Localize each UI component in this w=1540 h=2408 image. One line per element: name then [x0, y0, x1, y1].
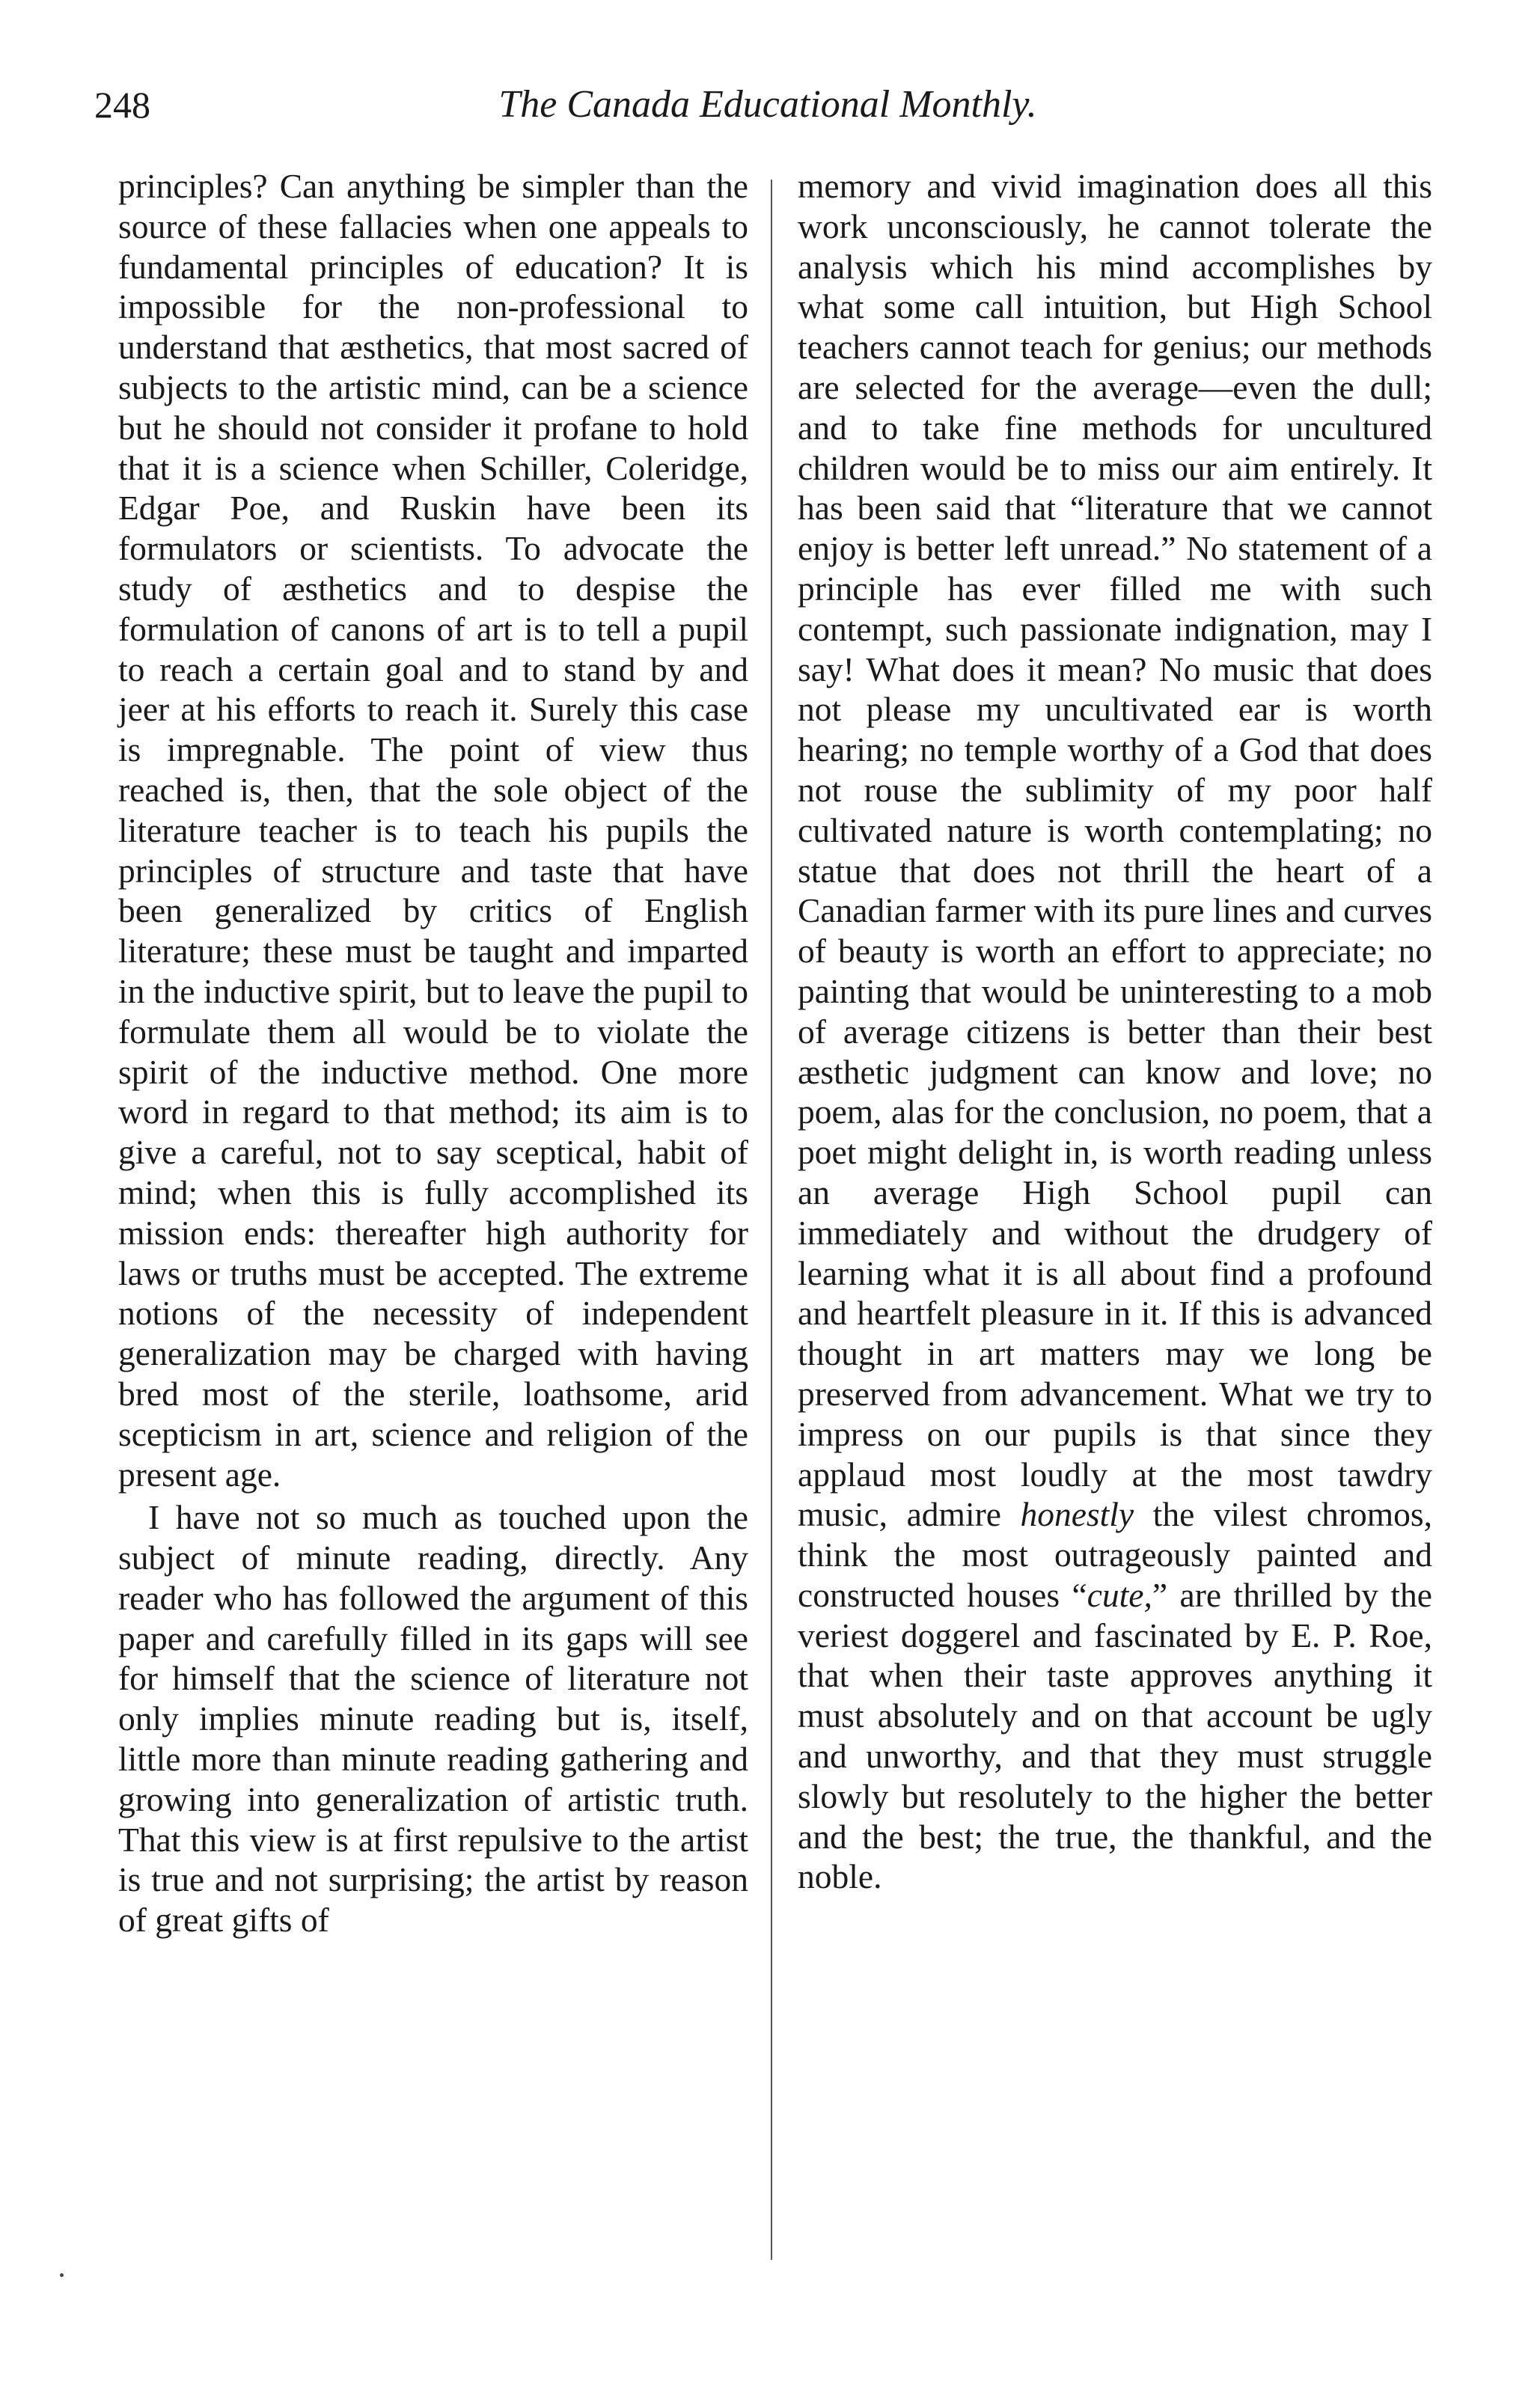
page-header	[94, 75, 1441, 135]
right-paragraph-1-part-a: memory and vivid imagination does all this work unconsciously, he cannot tolerate the analysis which his mind accomplishes by what some call intuition, but High School teachers cannot teach for genius; our methods are selected for the average—even the dull; and to take fine methods for uncultured children would be to miss our aim entirely. It has been said that “literature that we cannot enjoy is better left unread.” No statement of a principle has ever filled me with such contempt, such passionate indignation, may I say! What does it mean? No music that does not please my uncultivated ear is worth hearing; no temple worthy of a God that does not rouse the sublimity of my poor half cultivated nature is worth contemplating; no statue that does not thrill the heart of a Canadian farmer with its pure lines and curves of beauty is worth an effort to appreciate; no painting that would be uninteresting to a mob of average citizens is better than their best æsthetic judgment can know and love; no poem, alas for the conclusion, no poem, that a poet might delight in, is worth reading unless an average High School pupil can immediately and without the drudgery of learning what it is all about find a profound and heartfelt pleasure in it. If this is advanced thought in art matters may we long be preserved from advancement. What we try to impress on our pupils is that since they applaud most loudly at the most tawdry music, admire	[798, 167, 1432, 1534]
right-column	[798, 166, 1432, 1897]
left-paragraph-2: I have not so much as touched upon the subject of minute reading, directly. Any reader who has followed the argument of this paper and carefully filled in its gaps will see for himself that the science of literature not only implies minute reading but is, itself, little more than minute reading gathering and growing into generalization of artistic truth. That this view is at first repulsive to the artist is true and not surprising; the artist by reason of great gifts of	[118, 1498, 748, 1940]
left-paragraph-1: principles? Can anything be simpler than the source of these fallacies when one appeals to fundamental principles of education? It is impossible for the non-professional to understand that æsthetics, that most sacred of subjects to the artistic mind, can be a science but he should not consider it profane to hold that it is a science when Schiller, Coleridge, Edgar Poe, and Ruskin have been its formulators or scientists. To advocate the study of æsthetics and to despise the formulation of canons of art is to tell a pupil to reach a certain goal and to stand by and jeer at his efforts to reach it. Surely this case is impregnable. The point of view thus reached is, then, that the sole object of the literature teacher is to teach his pupils the principles of structure and taste that have been generalized by critics of English literature; these must be taught and imparted in the inductive spirit, but to leave the pupil to formulate them all would be to violate the spirit of the inductive method. One more word in regard to that method; its aim is to give a careful, not to say sceptical, habit of mind; when this is fully accomplished its mission ends: thereafter high authority for laws or truths must be accepted. The extreme notions of the necessity of independent generalization may be charged with having bred most of the sterile, loathsome, arid scepticism in art, science and religion of the present age.	[118, 167, 748, 1494]
right-paragraph-1-part-c: ” are thrilled by the veriest doggerel and fascinated by E. P. Roe, that when their taste approves anything it must absolutely and on that account be ugly and unworthy, and that they must struggle slowly but resolutely to the higher the better and the best; the true, the thankful, and the noble.	[798, 1575, 1432, 1896]
running-title: The Canada Educational Monthly.	[498, 83, 1037, 126]
print-speck	[60, 2273, 64, 2277]
emphasis-cute: cute,	[1087, 1575, 1152, 1614]
right-paragraph-1-part-b: the vilest chromos, think the most outrageously painted and constructed houses “	[798, 1495, 1432, 1614]
page-number: 248	[94, 84, 150, 126]
column-divider	[771, 180, 772, 2260]
right-paragraph-1	[798, 166, 1432, 1897]
left-column	[118, 166, 748, 1940]
emphasis-honestly: honestly	[1020, 1495, 1134, 1534]
